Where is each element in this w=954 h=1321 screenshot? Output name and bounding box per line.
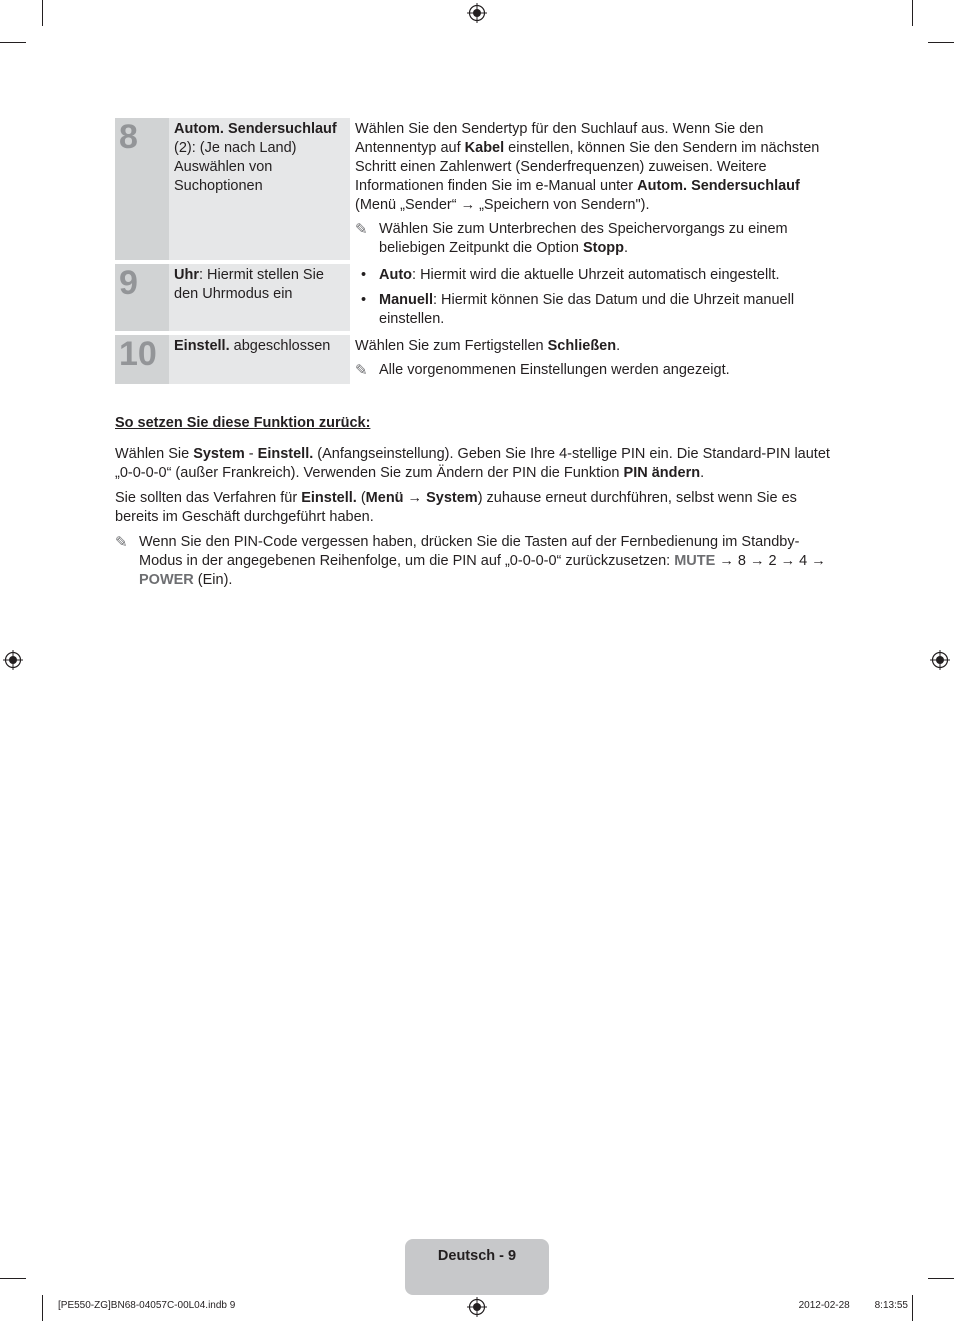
text-run: Wählen Sie — [115, 446, 194, 462]
reset-paragraph — [115, 445, 830, 483]
date-time-slug: 2012-02-28 ﾠﾠ 8:13:55 — [798, 1300, 908, 1311]
text-run: Wählen Sie zum Fertigstellen — [355, 338, 548, 354]
text-run: Wählen Sie den Sendertyp für den Suchlauf aus. Wenn Sie den Antennentyp auf — [355, 121, 764, 156]
text-run: (Ein). — [193, 572, 233, 588]
text-run: : Hiermit wird die aktuelle Uhrzeit automatisch eingestellt. — [412, 267, 780, 283]
step-name-rest: : Hiermit stellen Sie den Uhrmodus ein — [174, 267, 324, 302]
text-run: Einstell. — [301, 490, 357, 506]
crop-mark — [912, 0, 913, 26]
page-number-tab: Deutsch - 9 — [405, 1239, 549, 1295]
text-run: Alle vorgenommenen Einstellungen werden angezeigt. — [379, 362, 730, 378]
steps-table — [115, 118, 830, 388]
reset-section — [115, 414, 830, 595]
reset-heading: So setzen Sie diese Funktion zurück: — [115, 415, 371, 431]
text-run: Schließen — [547, 338, 617, 354]
registration-mark-icon — [930, 650, 950, 670]
text-run: Kabel — [464, 140, 505, 156]
registration-mark-icon — [467, 3, 487, 23]
text-run: (Anfangseinstellung). Geben Sie Ihre 4-stellige PIN ein. Die Standard-PIN lautet „0-0-0-0“ (außer Frankreich). Verwenden Sie zum Ändern der PIN die Funktion — [115, 446, 830, 481]
reset-paragraph — [115, 489, 830, 527]
crop-mark — [912, 1295, 913, 1321]
pencil-note-icon: ✎ — [355, 221, 368, 238]
crop-mark — [928, 1278, 954, 1279]
text-run: einstellen, können Sie den Sendern im nächsten Schritt einen Zahlenwert (Senderfrequenzen) zuweisen. Weitere Informationen finden Sie im e-Manual unter — [355, 140, 820, 194]
step-name-bold: Uhr — [174, 267, 199, 283]
step-note — [355, 361, 830, 380]
text-run: ) zuhause erneut durchführen, selbst wenn Sie es bereits im Geschäft durchgeführt haben. — [115, 490, 797, 525]
file-name-slug: [PE550-ZG]BN68-04057C-00L04.indb 9 — [58, 1300, 236, 1311]
step-name-rest: abgeschlossen — [229, 338, 331, 354]
step-name — [169, 118, 350, 260]
text-run: Menü — [365, 490, 404, 506]
step-row-10 — [115, 335, 830, 384]
step-number: 8 — [115, 118, 169, 260]
step-paragraph — [355, 337, 830, 356]
pencil-note-icon: ✎ — [355, 362, 368, 379]
bullet-item — [355, 266, 830, 285]
registration-mark-icon — [467, 1297, 487, 1317]
text-run: → 8 → 2 → 4 → — [715, 553, 826, 569]
text-run: . — [624, 240, 629, 256]
step-paragraph — [355, 120, 830, 215]
step-description — [350, 264, 830, 331]
step-description — [350, 118, 830, 260]
text-run: PIN ändern — [623, 465, 701, 481]
step-name — [169, 335, 350, 384]
step-number: 10 — [115, 335, 169, 384]
text-run: (Menü „Sender“ → „Speichern von Sendern"). — [355, 197, 650, 213]
bullet-dot-icon: • — [361, 292, 367, 308]
text-run: : Hiermit können Sie das Datum und die Uhrzeit manuell einstellen. — [379, 292, 795, 327]
crop-mark — [0, 42, 26, 43]
bullet-item — [355, 291, 830, 329]
text-run: . — [616, 338, 621, 354]
step-row-8 — [115, 118, 830, 260]
step-description — [350, 335, 830, 384]
reset-note — [115, 533, 830, 590]
text-run: System — [426, 490, 478, 506]
text-run: → — [403, 490, 427, 506]
step-name-rest: (2): (Je nach Land) Auswählen von Suchoptionen — [174, 140, 297, 194]
text-run: Autom. Sendersuchlauf — [637, 178, 800, 194]
text-run: - — [244, 446, 258, 462]
step-name — [169, 264, 350, 331]
crop-mark — [42, 1295, 43, 1321]
text-run: ( — [356, 490, 366, 506]
power-key-label: POWER — [139, 572, 194, 588]
crop-mark — [0, 1278, 26, 1279]
step-note — [355, 220, 830, 258]
text-run: Auto — [379, 267, 413, 283]
text-run: Sie sollten das Verfahren für — [115, 490, 302, 506]
text-run: System — [193, 446, 245, 462]
text-run: . — [700, 465, 705, 481]
step-name-bold: Autom. Sendersuchlauf — [174, 121, 337, 137]
step-row-9 — [115, 264, 830, 331]
step-number: 9 — [115, 264, 169, 331]
text-run: Manuell — [379, 292, 433, 308]
pencil-note-icon: ✎ — [115, 534, 128, 551]
crop-mark — [928, 42, 954, 43]
text-run: Wählen Sie zum Unterbrechen des Speichervorgangs zu einem beliebigen Zeitpunkt die Option — [379, 221, 788, 256]
registration-mark-icon — [3, 650, 23, 670]
bullet-dot-icon: • — [361, 267, 367, 283]
text-run: Einstell. — [257, 446, 314, 462]
text-run: Wenn Sie den PIN-Code vergessen haben, drücken Sie die Tasten auf der Fernbedienung im Standby-Modus in der angegebenen Reihenfolge, um die PIN auf „0-0-0-0“ zurückzusetzen: — [139, 534, 800, 569]
crop-mark — [42, 0, 43, 26]
step-name-bold: Einstell. — [174, 338, 230, 354]
text-run: Stopp — [582, 240, 625, 256]
mute-key-label: MUTE — [674, 553, 716, 569]
